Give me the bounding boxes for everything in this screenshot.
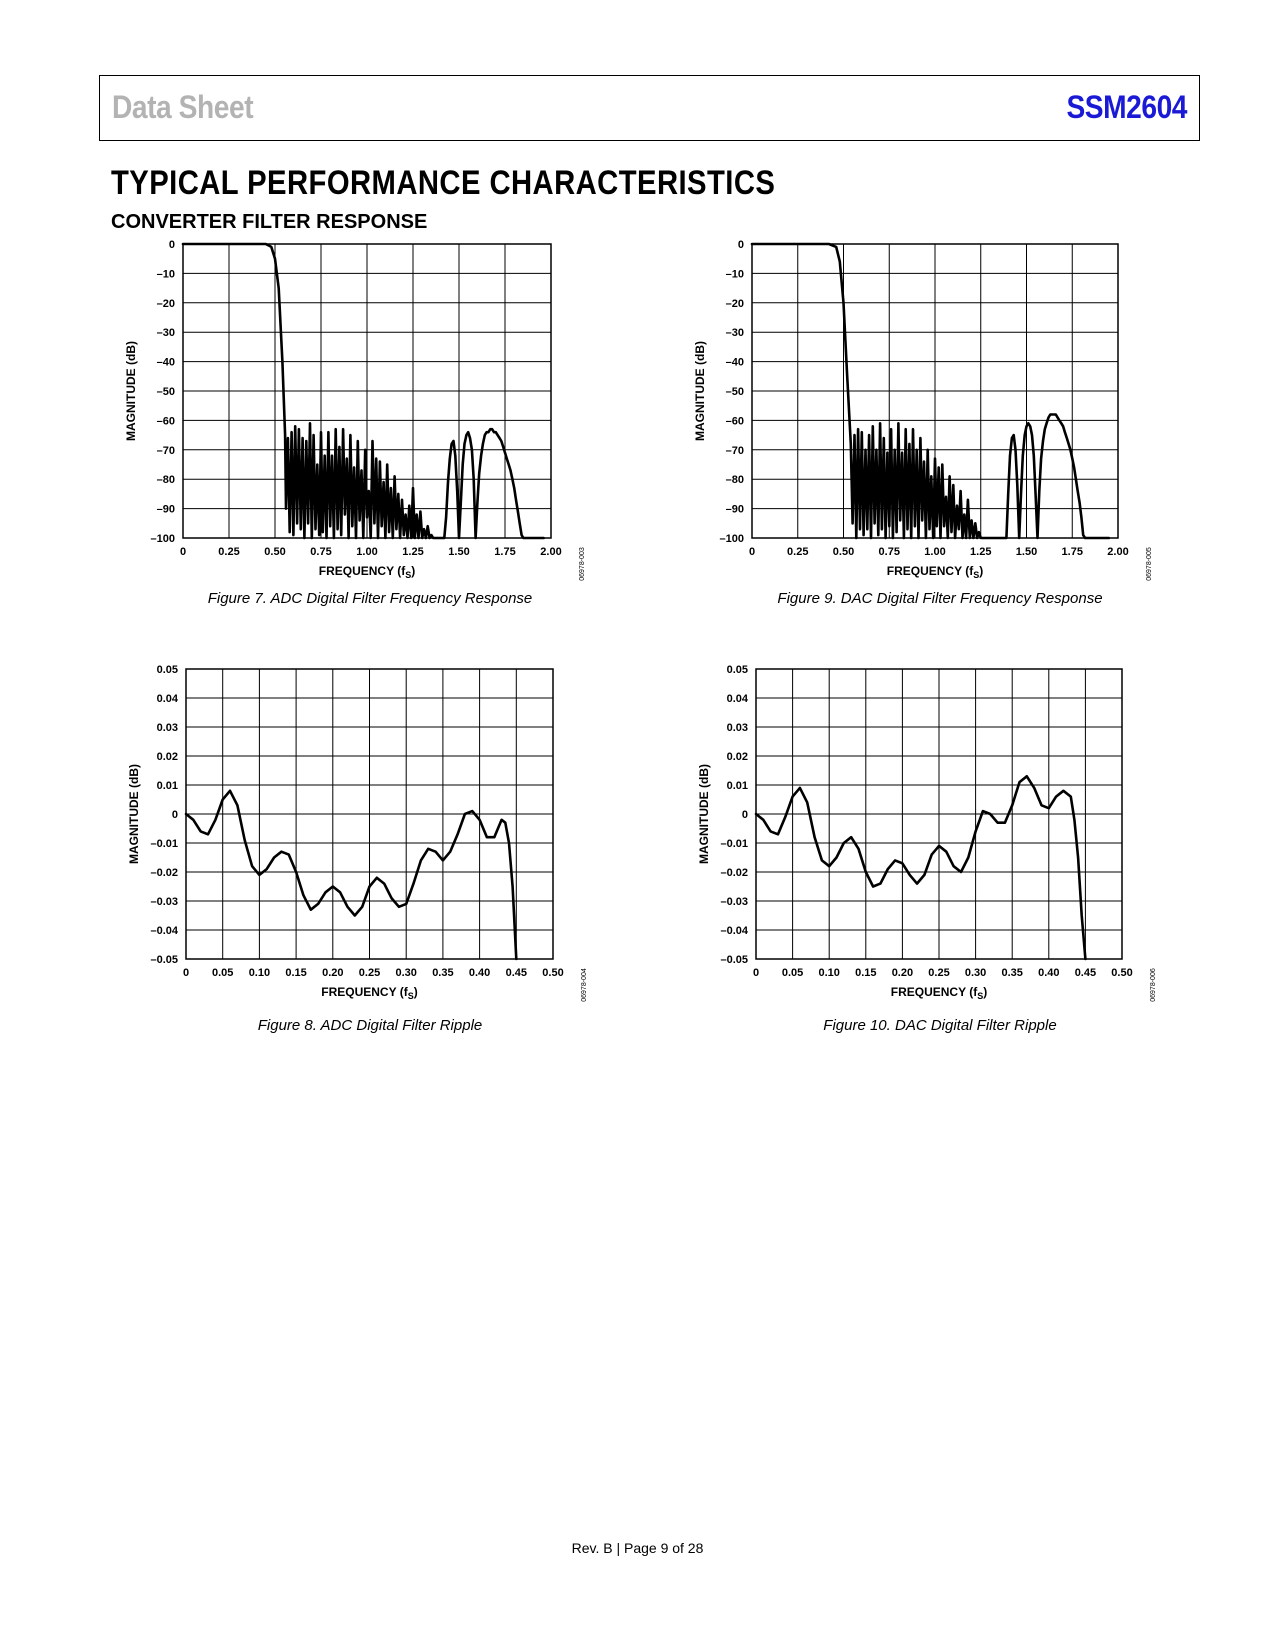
y-tick-label: 0.01 <box>726 780 748 792</box>
y-tick-label: 0.02 <box>726 751 748 763</box>
y-tick-label: –80 <box>725 474 744 487</box>
x-tick-label: 0.25 <box>218 546 240 558</box>
x-tick-label: 1.50 <box>1015 546 1038 558</box>
y-tick-label: –80 <box>156 474 175 487</box>
y-tick-label: 0.02 <box>156 751 178 763</box>
y-axis-label: MAGNITUDE (dB) <box>124 341 138 441</box>
figure-code: 06978-006 <box>1150 968 1157 1002</box>
x-tick-label: 1.25 <box>970 546 992 558</box>
y-tick-label: –40 <box>156 356 175 369</box>
x-tick-label: 0.50 <box>264 546 286 558</box>
x-tick-label: 0.45 <box>1074 967 1097 979</box>
x-tick-label: 0.40 <box>1038 967 1060 979</box>
y-tick-label: –90 <box>725 503 744 516</box>
y-tick-label: –70 <box>156 444 175 457</box>
y-axis-label: MAGNITUDE (dB) <box>127 764 141 864</box>
x-tick-label: 0.75 <box>310 546 332 558</box>
y-tick-label: –10 <box>156 268 175 281</box>
y-tick-label: 0.05 <box>156 664 178 676</box>
y-tick-label: 0.03 <box>726 722 748 734</box>
x-tick-label: 0.05 <box>781 967 804 979</box>
y-tick-label: –30 <box>725 327 744 340</box>
x-tick-label: 0.75 <box>878 546 900 558</box>
x-tick-label: 0.35 <box>1001 967 1023 979</box>
x-tick-label: 0 <box>752 967 760 979</box>
section-title: TYPICAL PERFORMANCE CHARACTERISTICS <box>111 164 776 202</box>
x-tick-label: 0.25 <box>358 967 381 979</box>
x-tick-label: 0.15 <box>285 967 307 979</box>
y-tick-label: 0 <box>741 809 748 821</box>
caption-figure-10: Figure 10. DAC Digital Filter Ripple <box>823 1017 1057 1034</box>
x-tick-label: 0.25 <box>928 967 950 979</box>
caption-figure-9: Figure 9. DAC Digital Filter Frequency Response <box>777 590 1103 607</box>
x-tick-label: 0.50 <box>832 546 855 558</box>
y-tick-label: –20 <box>725 297 744 310</box>
figure-code: 06978-005 <box>1146 547 1153 581</box>
y-tick-label: –50 <box>725 386 744 398</box>
y-tick-label: –20 <box>156 297 175 310</box>
series-line <box>756 776 1085 959</box>
x-tick-label: 0.05 <box>211 967 234 979</box>
y-tick-label: 0.05 <box>726 664 748 676</box>
y-tick-label: –50 <box>156 386 175 398</box>
x-tick-label: 1.75 <box>494 546 516 558</box>
x-tick-label: 0.30 <box>395 967 417 979</box>
x-tick-label: 0 <box>748 546 756 558</box>
y-tick-label: –0.05 <box>720 954 748 966</box>
x-tick-label: 1.00 <box>924 546 946 558</box>
subsection-title: CONVERTER FILTER RESPONSE <box>111 211 428 233</box>
y-tick-label: –0.02 <box>150 867 178 879</box>
x-tick-label: 0.30 <box>964 967 987 979</box>
y-tick-label: –90 <box>156 503 175 516</box>
x-tick-label: 0.10 <box>818 967 840 979</box>
y-axis-label: MAGNITUDE (dB) <box>697 764 711 864</box>
y-tick-label: –0.01 <box>150 838 178 850</box>
y-tick-label: –0.03 <box>720 896 748 908</box>
x-tick-label: 0.40 <box>468 967 491 979</box>
x-tick-label: 0.35 <box>432 967 454 979</box>
x-tick-label: 0.20 <box>891 967 914 979</box>
caption-figure-7: Figure 7. ADC Digital Filter Frequency Response <box>207 590 533 607</box>
y-tick-label: 0.04 <box>726 693 748 705</box>
x-tick-label: 1.75 <box>1061 546 1083 558</box>
caption-figure-8: Figure 8. ADC Digital Filter Ripple <box>257 1017 483 1034</box>
x-tick-label: 0.45 <box>505 967 528 979</box>
y-tick-label: –10 <box>725 268 744 281</box>
x-axis-label: FREQUENCY $(f_S)$ <box>890 985 988 1001</box>
y-tick-label: –0.01 <box>720 838 748 850</box>
x-tick-label: 0.50 <box>542 967 564 979</box>
y-tick-label: 0.03 <box>156 722 178 734</box>
x-tick-label: 0.15 <box>855 967 877 979</box>
y-tick-label: 0 <box>171 809 178 821</box>
x-tick-label: 0 <box>182 967 190 979</box>
x-tick-label: 2.00 <box>540 546 562 558</box>
x-axis-label: FREQUENCY $(f_S)$ <box>321 985 418 1001</box>
y-tick-label: –100 <box>150 533 175 545</box>
y-tick-label: 0 <box>737 239 744 251</box>
y-tick-label: –0.05 <box>150 954 178 966</box>
x-tick-label: 0 <box>179 546 187 558</box>
x-axis-label: FREQUENCY $(f_S)$ <box>318 564 416 580</box>
header-doc-type: Data Sheet <box>112 89 254 125</box>
y-tick-label: 0.01 <box>156 780 178 792</box>
x-tick-label: 1.50 <box>448 546 470 558</box>
x-tick-label: 1.25 <box>402 546 424 558</box>
x-tick-label: 2.00 <box>1107 546 1129 558</box>
page-footer: Rev. B | Page 9 of 28 <box>571 1540 704 1556</box>
figure-code: 06978-003 <box>579 547 586 581</box>
x-tick-label: 0.50 <box>1111 967 1133 979</box>
y-tick-label: –60 <box>156 415 175 428</box>
y-tick-label: –40 <box>725 356 744 369</box>
y-tick-label: –0.03 <box>150 896 178 908</box>
figure-code: 06978-004 <box>581 968 588 1002</box>
y-tick-label: –0.04 <box>720 925 748 937</box>
y-axis-label: MAGNITUDE (dB) <box>693 341 707 441</box>
header-part-number: SSM2604 <box>1066 89 1187 125</box>
y-tick-label: –60 <box>725 415 744 428</box>
x-tick-label: 0.20 <box>322 967 344 979</box>
y-tick-label: 0.04 <box>156 693 178 705</box>
y-tick-label: –100 <box>719 533 744 545</box>
y-tick-label: –30 <box>156 327 175 340</box>
x-tick-label: 0.25 <box>787 546 809 558</box>
x-axis-label: FREQUENCY $(f_S)$ <box>886 564 984 580</box>
y-tick-label: –0.02 <box>720 867 748 879</box>
x-tick-label: 1.00 <box>356 546 378 558</box>
y-tick-label: –0.04 <box>150 925 178 937</box>
y-tick-label: 0 <box>168 239 175 251</box>
x-tick-label: 0.10 <box>248 967 271 979</box>
y-tick-label: –70 <box>725 444 744 457</box>
